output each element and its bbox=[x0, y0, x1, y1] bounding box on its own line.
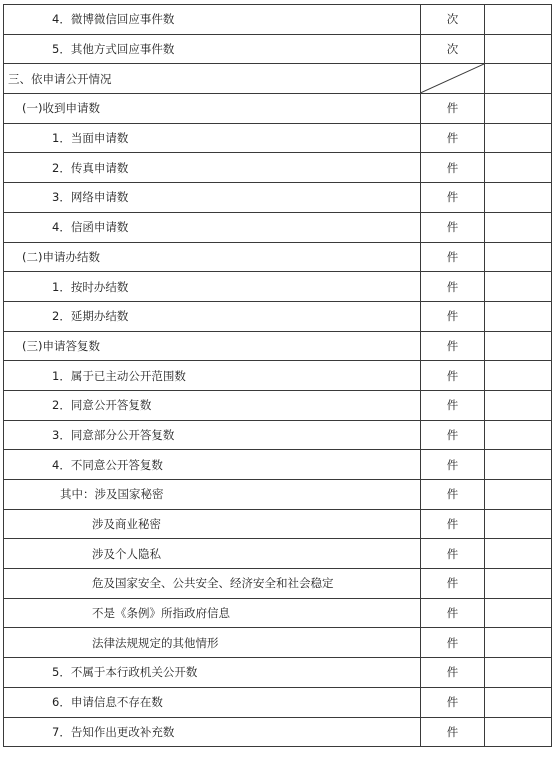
table-row bbox=[4, 64, 552, 94]
value-cell bbox=[485, 390, 552, 420]
unit-cell bbox=[421, 628, 485, 658]
value-cell bbox=[485, 539, 552, 569]
table-row bbox=[4, 450, 552, 480]
table-row bbox=[4, 242, 552, 272]
value-cell bbox=[485, 628, 552, 658]
value-cell bbox=[485, 658, 552, 688]
unit-cell bbox=[421, 569, 485, 599]
row-label: 危及国家安全、公共安全、经济安全和社会稳定 bbox=[4, 569, 421, 599]
value-cell bbox=[485, 598, 552, 628]
table-row bbox=[4, 5, 552, 35]
unit-label: 件 bbox=[446, 279, 459, 294]
table-row bbox=[4, 361, 552, 391]
row-label: 1．当面申请数 bbox=[4, 123, 421, 153]
unit-label: 件 bbox=[446, 220, 459, 235]
value-cell bbox=[485, 717, 552, 747]
row-label: 不是《条例》所指政府信息 bbox=[4, 598, 421, 628]
value-cell bbox=[485, 5, 552, 35]
table-row bbox=[4, 212, 552, 242]
table-row bbox=[4, 480, 552, 510]
unit-cell bbox=[421, 717, 485, 747]
row-label: 4．不同意公开答复数 bbox=[4, 450, 421, 480]
table-row bbox=[4, 183, 552, 213]
unit-label: 件 bbox=[446, 724, 459, 739]
unit-label: 件 bbox=[446, 695, 459, 710]
unit-label: 件 bbox=[446, 160, 459, 175]
unit-label: 件 bbox=[446, 487, 459, 502]
unit-cell bbox=[421, 390, 485, 420]
unit-label: 件 bbox=[446, 665, 459, 680]
row-label: 三、依申请公开情况 bbox=[4, 64, 421, 94]
value-cell bbox=[485, 331, 552, 361]
unit-cell bbox=[421, 34, 485, 64]
row-label: (一)收到申请数 bbox=[4, 94, 421, 124]
unit-label: 件 bbox=[446, 517, 459, 532]
unit-label: 次 bbox=[446, 12, 459, 27]
unit-label: 件 bbox=[446, 427, 459, 442]
unit-cell bbox=[421, 480, 485, 510]
row-label: 法律法规规定的其他情形 bbox=[4, 628, 421, 658]
unit-cell bbox=[421, 450, 485, 480]
table-row bbox=[4, 301, 552, 331]
unit-cell bbox=[421, 509, 485, 539]
row-label: 5．不属于本行政机关公开数 bbox=[4, 658, 421, 688]
value-cell bbox=[485, 64, 552, 94]
row-label: 3．网络申请数 bbox=[4, 183, 421, 213]
unit-label: 次 bbox=[446, 42, 459, 57]
value-cell bbox=[485, 569, 552, 599]
row-label: 涉及商业秘密 bbox=[4, 509, 421, 539]
row-label: (三)申请答复数 bbox=[4, 331, 421, 361]
unit-label: 件 bbox=[446, 606, 459, 621]
unit-label: 件 bbox=[446, 131, 459, 146]
value-cell bbox=[485, 450, 552, 480]
table-row bbox=[4, 331, 552, 361]
table-row bbox=[4, 123, 552, 153]
row-label: 7．告知作出更改补充数 bbox=[4, 717, 421, 747]
unit-cell bbox=[421, 212, 485, 242]
unit-cell bbox=[421, 658, 485, 688]
value-cell bbox=[485, 242, 552, 272]
table-row bbox=[4, 94, 552, 124]
value-cell bbox=[485, 183, 552, 213]
unit-cell bbox=[421, 5, 485, 35]
value-cell bbox=[485, 34, 552, 64]
value-cell bbox=[485, 94, 552, 124]
table-row bbox=[4, 390, 552, 420]
unit-cell bbox=[421, 539, 485, 569]
table-row bbox=[4, 658, 552, 688]
table-row bbox=[4, 34, 552, 64]
unit-cell bbox=[421, 687, 485, 717]
unit-label: 件 bbox=[446, 249, 459, 264]
unit-label: 件 bbox=[446, 635, 459, 650]
value-cell bbox=[485, 301, 552, 331]
unit-cell bbox=[421, 153, 485, 183]
unit-cell bbox=[421, 242, 485, 272]
unit-cell bbox=[421, 361, 485, 391]
row-label: 其中：涉及国家秘密 bbox=[4, 480, 421, 510]
table-row bbox=[4, 569, 552, 599]
table-row bbox=[4, 687, 552, 717]
diagonal-slash-line bbox=[421, 64, 484, 93]
row-label: 5．其他方式回应事件数 bbox=[4, 34, 421, 64]
row-label: (二)申请办结数 bbox=[4, 242, 421, 272]
unit-label: 件 bbox=[446, 309, 459, 324]
table-row bbox=[4, 628, 552, 658]
unit-label: 件 bbox=[446, 546, 459, 561]
unit-cell bbox=[421, 94, 485, 124]
unit-cell bbox=[421, 183, 485, 213]
row-label: 涉及个人隐私 bbox=[4, 539, 421, 569]
unit-cell bbox=[421, 123, 485, 153]
row-label: 4．微博微信回应事件数 bbox=[4, 5, 421, 35]
row-label: 1．属于已主动公开范围数 bbox=[4, 361, 421, 391]
unit-label: 件 bbox=[446, 338, 459, 353]
row-label: 2．延期办结数 bbox=[4, 301, 421, 331]
value-cell bbox=[485, 361, 552, 391]
row-label: 4．信函申请数 bbox=[4, 212, 421, 242]
value-cell bbox=[485, 272, 552, 302]
table-row bbox=[4, 272, 552, 302]
value-cell bbox=[485, 420, 552, 450]
row-label: 2．同意公开答复数 bbox=[4, 390, 421, 420]
unit-label: 件 bbox=[446, 190, 459, 205]
unit-label: 件 bbox=[446, 457, 459, 472]
value-cell bbox=[485, 687, 552, 717]
unit-cell bbox=[421, 598, 485, 628]
unit-cell bbox=[421, 331, 485, 361]
table-row bbox=[4, 598, 552, 628]
unit-label: 件 bbox=[446, 101, 459, 116]
value-cell bbox=[485, 123, 552, 153]
unit-cell bbox=[421, 272, 485, 302]
value-cell bbox=[485, 480, 552, 510]
table-row bbox=[4, 717, 552, 747]
row-label: 6．申请信息不存在数 bbox=[4, 687, 421, 717]
table-row bbox=[4, 509, 552, 539]
row-label: 3．同意部分公开答复数 bbox=[4, 420, 421, 450]
row-label: 1．按时办结数 bbox=[4, 272, 421, 302]
table-row bbox=[4, 539, 552, 569]
value-cell bbox=[485, 212, 552, 242]
disclosure-statistics-table bbox=[3, 4, 552, 747]
diagonal-empty-cell bbox=[421, 64, 485, 94]
unit-label: 件 bbox=[446, 398, 459, 413]
unit-cell bbox=[421, 420, 485, 450]
unit-cell bbox=[421, 301, 485, 331]
row-label: 2．传真申请数 bbox=[4, 153, 421, 183]
value-cell bbox=[485, 509, 552, 539]
value-cell bbox=[485, 153, 552, 183]
unit-label: 件 bbox=[446, 368, 459, 383]
unit-label: 件 bbox=[446, 576, 459, 591]
table-row bbox=[4, 153, 552, 183]
table-row bbox=[4, 420, 552, 450]
